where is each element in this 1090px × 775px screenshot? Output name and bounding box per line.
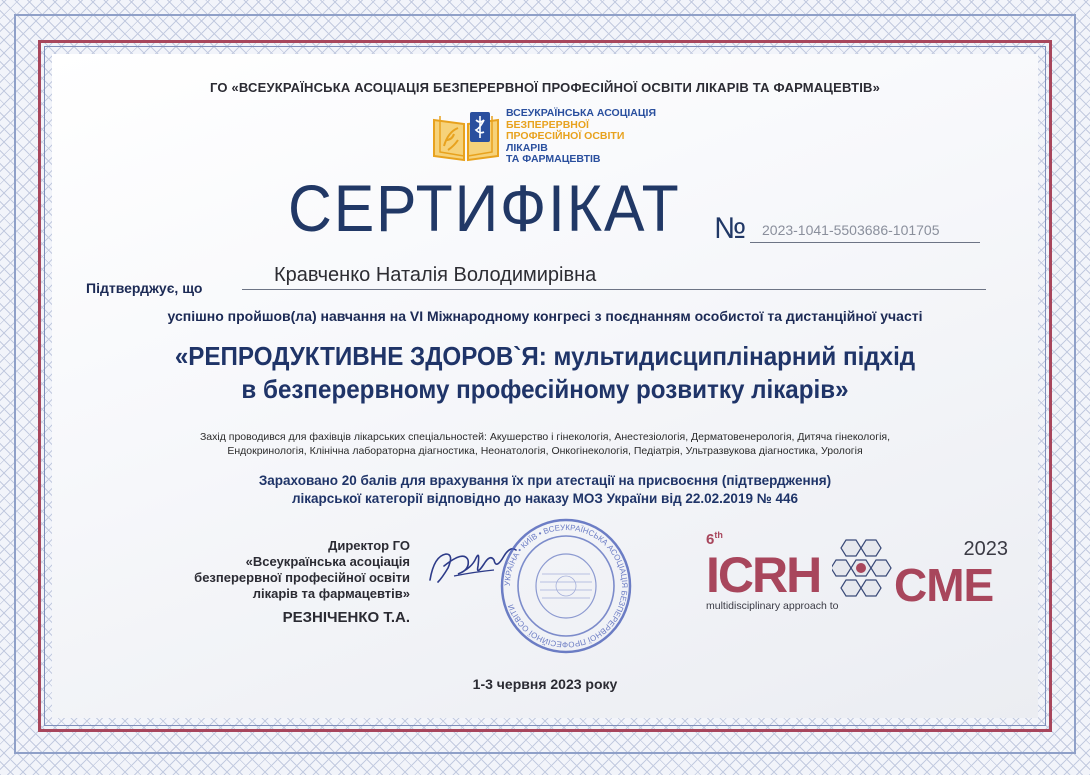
completion-statement: успішно пройшов(ла) навчання на VI Міжнародному конгресі з поєднанням особистої та дистанційної участі [167, 308, 923, 324]
event-subtitle: multidisciplinary approach to [706, 600, 839, 612]
hexagon-cluster-icon [832, 538, 892, 602]
certificate-title: СЕРТИФІКАТ [288, 171, 681, 245]
director-name: РЕЗНІЧЕНКО Т.А. [282, 609, 410, 626]
edition-number [706, 530, 723, 548]
director-org-line: лікарів та фармацевтів» [252, 586, 410, 601]
organization-header: ГО «ВСЕУКРАЇНСЬКА АСОЦІАЦІЯ БЕЗПЕРЕРВНОЇ ПРОФЕСІЙНОЇ ОСВІТИ ЛІКАРІВ ТА ФАРМАЦЕВТІВ» [209, 80, 881, 95]
recipient-name: Кравченко Наталія Володимирівна [242, 264, 986, 290]
logo-line: ПРОФЕСІЙНОЇ ОСВІТИ [506, 130, 625, 143]
official-stamp [498, 516, 634, 656]
logo-line: ВСЕУКРАЇНСЬКА АСОЦІАЦІЯ [506, 107, 657, 119]
director-org-line: безперервної професійної освіти [194, 570, 410, 585]
director-org-line: «Всеукраїнська асоціація [245, 554, 410, 569]
number-sign: № [714, 212, 747, 245]
director-block [148, 538, 410, 626]
stamp-text: УКРАЇНА • КИЇВ • ВСЕУКРАЇНСЬКА АСОЦІАЦІЯ БЕЗПЕРЕРВНОЇ ПРОФЕСІЙНОЇ ОСВІТИ [502, 522, 630, 650]
certificate-number: 2023-1041-5503686-101705 [750, 222, 980, 243]
logo-line: ЛІКАРІВ [506, 141, 548, 154]
confirm-label: Підтверджує, що [86, 280, 203, 296]
credits-line: Зараховано 20 балів для врахування їх при атестації на присвоєння (підтвердження) [258, 473, 832, 488]
event-year: 2023 [963, 538, 1008, 560]
edition-suffix: th [714, 530, 723, 540]
association-logo [430, 106, 660, 164]
credits-statement [52, 472, 1038, 508]
director-title: Директор ГО [328, 538, 410, 553]
event-date: 1-3 червня 2023 року [472, 676, 618, 692]
congress-logo [706, 532, 1016, 612]
event-acronym-left: ICRH [706, 547, 821, 603]
event-acronym-right: CME [894, 559, 994, 611]
book-pharmacy-icon [430, 106, 502, 164]
logo-text [506, 108, 656, 166]
course-title-line: «РЕПРОДУКТИВНЕ ЗДОРОВ`Я: мультидисциплінарний підхід [174, 341, 916, 371]
specialties-text [92, 430, 998, 458]
logo-line: БЕЗПЕРЕРВНОЇ [506, 118, 589, 131]
course-title-line: в безперервному професійному розвитку лікарів» [241, 374, 849, 404]
specialties-line: Захід проводився для фахівців лікарських спеціальностей: Акушерство і гінекологія, Анестезіологія, Дерматовенерологія, Дитяча гінекологія, [199, 431, 891, 443]
credits-line: лікарської категорії відповідно до наказу МОЗ України від 22.02.2019 № 446 [291, 491, 799, 506]
edition-value: 6 [706, 531, 715, 548]
course-title [87, 340, 1004, 406]
certificate-body [52, 54, 1038, 718]
svg-text:УКРАЇНА • КИЇВ • ВСЕУКРАЇНСЬКА [503, 523, 629, 649]
logo-line: ТА ФАРМАЦЕВТІВ [506, 153, 601, 166]
specialties-line: Ендокринологія, Клінічна лабораторна діагностика, Неонатологія, Онкогінекологія, Педіатрія, Ультразвукова діагностика, Урологія [227, 445, 863, 457]
